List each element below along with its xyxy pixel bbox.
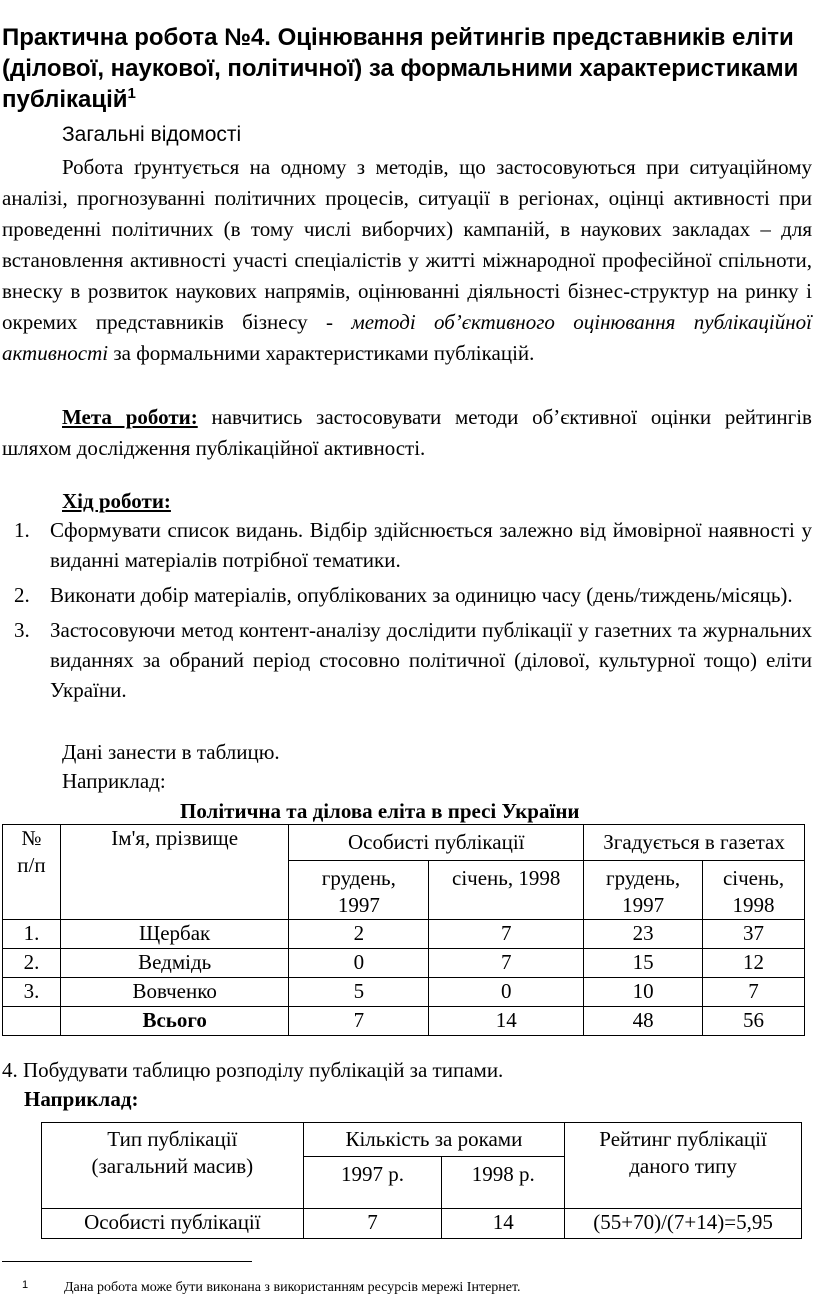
cell-name: Щербак (60, 920, 288, 949)
step-text: Виконати добір матеріалів, опублікованих за одиницю часу (день/тиждень/місяць). (50, 583, 793, 607)
total-value: 7 (289, 1007, 429, 1036)
cell-number: 3. (3, 978, 61, 1007)
list-item (0, 580, 812, 610)
table-header-row (42, 1123, 802, 1157)
footnote (2, 1276, 521, 1297)
total-value: 14 (429, 1007, 584, 1036)
header-publication-type: Тип публікації (загальний масив) (42, 1123, 304, 1209)
cell-value: 12 (703, 949, 805, 978)
section-heading: Загальні відомості (62, 123, 242, 146)
list-item (0, 615, 812, 705)
table-row (3, 949, 805, 978)
step-number: 3. (14, 618, 30, 642)
cell-value: 5 (289, 978, 429, 1007)
cell-value: 37 (703, 920, 805, 949)
cell-rating: (55+70)/(7+14)=5,95 (565, 1209, 802, 1239)
intro-italic-text: методі об’єктивного оцінювання публікаційної активності (2, 310, 812, 365)
footnote-divider (2, 1261, 252, 1262)
table-header-row (3, 825, 805, 861)
cell-number: 2. (3, 949, 61, 978)
subheader-jan-1998: січень, 1998 (703, 861, 805, 920)
goal-text: навчитись застосовувати методи об’єктивної оцінки рейтингів шляхом дослідження публікаційної активності. (2, 405, 812, 460)
step-text: Сформувати список видань. Відбір здійснюється залежно від ймовірної наявності у виданні матеріалів потрібної тематики. (50, 518, 812, 572)
cell-name: Вовченко (60, 978, 288, 1007)
subheader-dec-1997: грудень, 1997 (289, 861, 429, 920)
elite-press-table (2, 824, 805, 1036)
header-count-by-year: Кількість за роками (303, 1123, 564, 1157)
table-total-row (3, 1007, 805, 1036)
total-value: 56 (703, 1007, 805, 1036)
header-rating: Рейтинг публікації даного типу (565, 1123, 802, 1209)
subheader-1997: 1997 р. (303, 1157, 442, 1209)
data-line: Дані занести в таблицю. (62, 740, 280, 764)
footnote-ref: 1 (127, 85, 136, 102)
list-item (0, 515, 812, 575)
page-title (2, 22, 802, 115)
intro-text: Робота ґрунтується на одному з методів, що застосовуються при ситуаційному аналізі, прогнозуванні політичних процесів, ситуації в регіонах, оцінці активності при проведенні політичних (в тому числі виборчих) кампаній, в наукових закладах – для встановлення активності участі спеціалістів у житті міжнародної професійної спільноти, внеску в розвиток наукових напрямів, оцінюванні діяльності бізнес-структур на ринку і окремих представників бізнесу - (2, 155, 812, 334)
cell-value: 7 (303, 1209, 442, 1239)
cell-type: Особисті публікації (42, 1209, 304, 1239)
step-text: Застосовуючи метод контент-аналізу дослідити публікації у газетних та журнальних виданнях за обраний період стосовно політичної (ділової, культурної тощо) еліти України. (50, 618, 812, 702)
header-mentions: Згадується в газетах (584, 825, 805, 861)
step-number: 2. (14, 583, 30, 607)
cell-name: Ведмідь (60, 949, 288, 978)
cell-value: 2 (289, 920, 429, 949)
intro-end-text: за формальними характеристиками публікацій. (108, 341, 535, 365)
table-caption: Політична та ділова еліта в пресі України (180, 799, 580, 823)
cell-value: 23 (584, 920, 703, 949)
step-number: 1. (14, 518, 30, 542)
footnote-text: Дана робота може бути виконана з використанням ресурсів мережі Інтернет. (64, 1280, 521, 1295)
goal-paragraph (2, 402, 812, 464)
goal-label: Мета роботи: (62, 405, 198, 429)
total-label: Всього (60, 1007, 288, 1036)
cell-value: 0 (429, 978, 584, 1007)
steps-list (0, 515, 812, 710)
cell-value: 7 (703, 978, 805, 1007)
progress-heading (62, 487, 171, 515)
header-own-publications: Особисті публікації (289, 825, 584, 861)
intro-paragraph (2, 152, 812, 369)
table-row (3, 920, 805, 949)
example-2-label: Наприклад: (24, 1087, 139, 1111)
total-value: 48 (584, 1007, 703, 1036)
cell-value: 7 (429, 920, 584, 949)
cell-value: 15 (584, 949, 703, 978)
progress-label: Хід роботи: (62, 489, 171, 513)
subheader-dec-1997: грудень, 1997 (584, 861, 703, 920)
step-4-text: 4. Побудувати таблицю розподілу публікацій за типами. (2, 1058, 504, 1082)
cell-empty (3, 1007, 61, 1036)
header-number: № п/п (3, 825, 61, 920)
cell-value: 7 (429, 949, 584, 978)
publication-type-table (41, 1122, 802, 1239)
footnote-mark: 1 (22, 1279, 29, 1291)
table-row (3, 978, 805, 1007)
cell-value: 14 (442, 1209, 565, 1239)
header-name: Ім'я, прізвище (60, 825, 288, 920)
example-line: Наприклад: (62, 769, 166, 793)
table-row (42, 1209, 802, 1239)
cell-value: 10 (584, 978, 703, 1007)
title-text: Практична робота №4. Оцінювання рейтингів представників еліти (ділової, наукової, політичної) за формальними характеристиками публікацій (2, 24, 799, 113)
subheader-1998: 1998 р. (442, 1157, 565, 1209)
subheader-jan-1998: січень, 1998 (429, 861, 584, 920)
cell-number: 1. (3, 920, 61, 949)
cell-value: 0 (289, 949, 429, 978)
